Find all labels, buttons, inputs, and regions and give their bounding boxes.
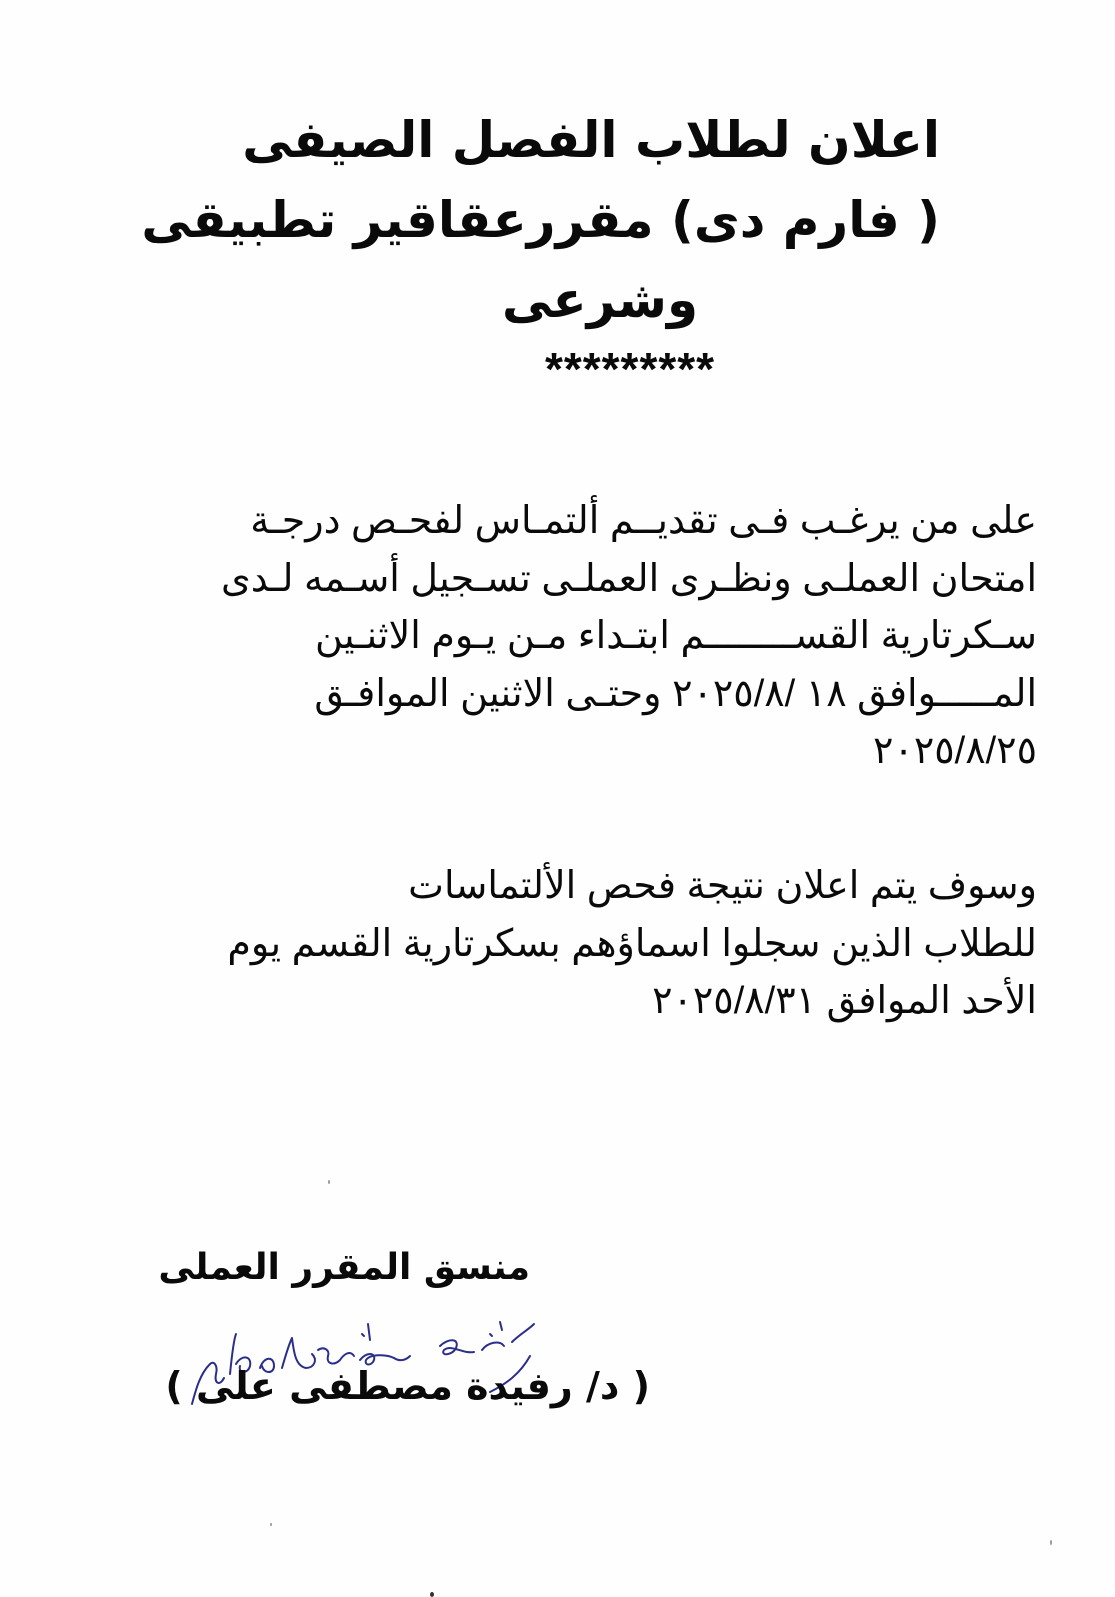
paragraph-line: ٢٠٢٥/٨/٢٥: [873, 730, 1037, 772]
paragraph-line: المـــــوافق ١٨ /٢٠٢٥/٨ وحتـى الاثنين الموافـق: [314, 672, 1037, 715]
scan-speck: [328, 1180, 330, 1184]
announcement-header: [141, 100, 950, 395]
scan-speck: [1050, 1540, 1052, 1545]
scan-speck: [270, 1523, 272, 1526]
title-line-3: وشرعى: [501, 271, 699, 329]
title-line-2: ( فارم دى) مقررعقاقير تطبيقى: [141, 191, 940, 249]
title-line-1: اعلان لطلاب الفصل الصيفى: [242, 111, 940, 169]
paragraph-line: سـكرتارية القســــــــم ابتـداء مـن يـوم الاثنـين: [315, 615, 1037, 657]
results-announcement-paragraph: [177, 858, 1037, 1031]
signatory-role: منسق المقرر العملى: [158, 1247, 530, 1288]
paragraph-line: امتحان العملـى ونظـرى العملـى تسـجيل أسـمه لـدى: [221, 557, 1037, 600]
scan-speck: [430, 1592, 434, 1597]
paragraph-line: على من يرغـب فـى تقديــم ألتمـاس لفحـص درجـة: [250, 500, 1037, 542]
signature-block: [158, 1238, 650, 1408]
paragraph-line: الأحد الموافق ٢٠٢٥/٨/٣١: [652, 980, 1037, 1022]
paragraph-line: وسوف يتم اعلان نتيجة فحص الألتماسات: [408, 865, 1037, 907]
paragraph-line: للطلاب الذين سجلوا اسماؤهم بسكرتارية القسم يوم: [227, 922, 1037, 965]
signatory-name: ( د/ رفيدة مصطفى على ): [165, 1364, 650, 1408]
petition-instructions-paragraph: [177, 493, 1037, 781]
separator-stars: *********: [544, 343, 716, 395]
